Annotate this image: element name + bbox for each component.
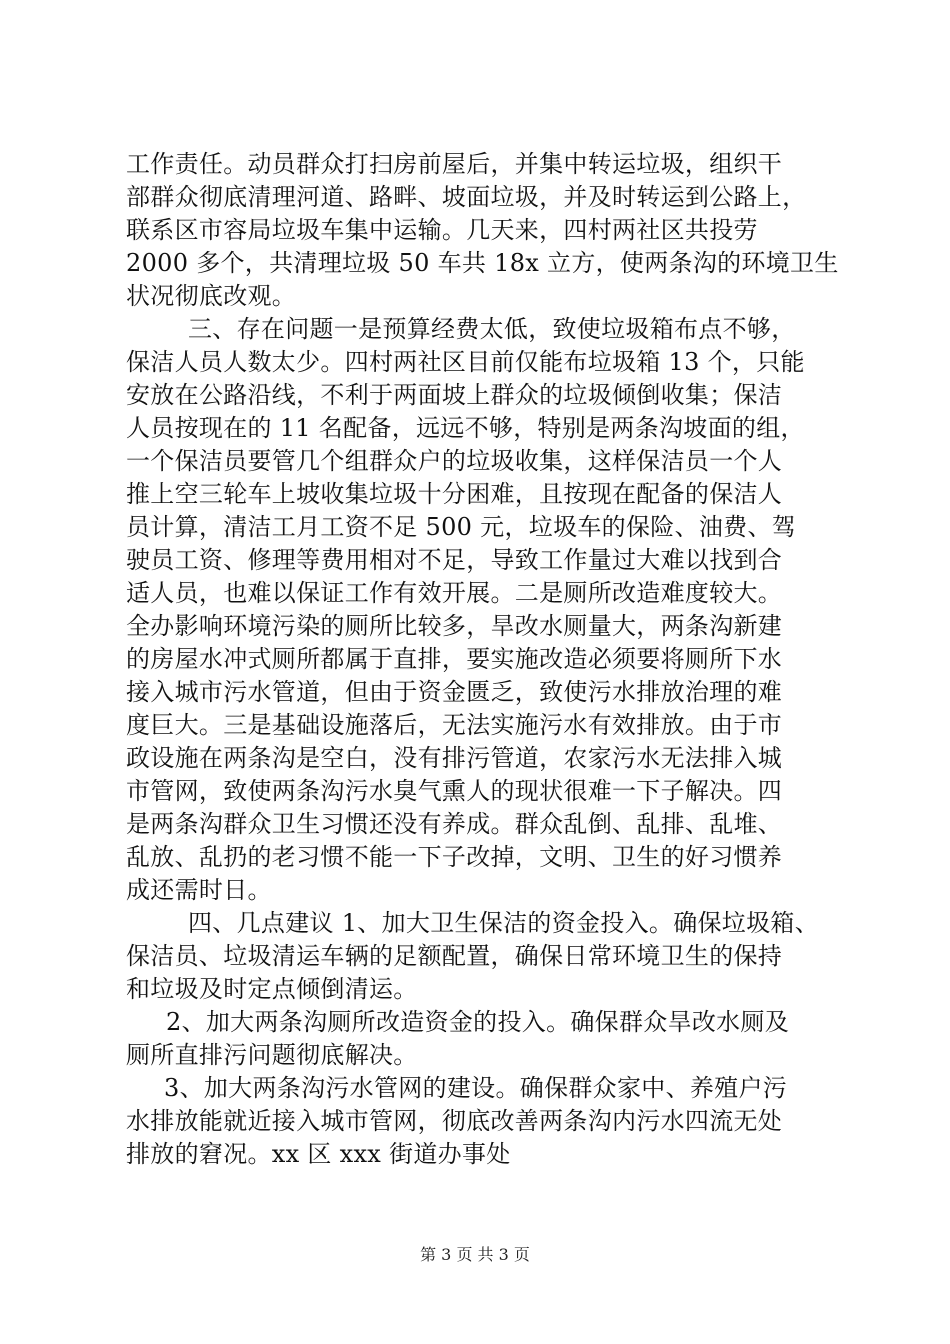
text-line: 成还需时日。: [126, 876, 272, 904]
text-line: 保洁员、垃圾清运车辆的足额配置，确保日常环境卫生的保持: [126, 942, 783, 970]
text-line: 工作责任。动员群众打扫房前屋后，并集中转运垃圾，组织干: [126, 150, 783, 178]
text-line: 驶员工资、修理等费用相对不足，导致工作量过大难以找到合: [126, 546, 783, 574]
suggestion-three-line: 3、加大两条沟污水管网的建设。确保群众家中、养殖户污: [164, 1074, 788, 1102]
text-line: 一个保洁员要管几个组群众户的垃圾收集，这样保洁员一个人: [126, 447, 783, 475]
page-footer: [0, 1245, 950, 1265]
text-line: 安放在公路沿线，不利于两面坡上群众的垃圾倾倒收集；保洁: [126, 381, 783, 409]
document-body: [126, 148, 839, 1171]
text-line: 联系区市容局垃圾车集中运输。几天来，四村两社区共投劳: [126, 216, 758, 244]
text-line: 和垃圾及时定点倾倒清运。: [126, 975, 418, 1003]
suggestion-two-line: 2、加大两条沟厕所改造资金的投入。确保群众旱改水厕及: [166, 1008, 790, 1036]
text-line: 市管网，致使两条沟污水臭气熏人的现状很难一下子解决。四: [126, 777, 783, 805]
text-line: 水排放能就近接入城市管网，彻底改善两条沟内污水四流无处: [126, 1107, 783, 1135]
text-line: 状况彻底改观。: [126, 282, 297, 310]
text-line: 全办影响环境污染的厕所比较多，旱改水厕量大，两条沟新建: [126, 612, 783, 640]
section-four-heading-line: 四、几点建议 1、加大卫生保洁的资金投入。确保垃圾箱、: [188, 909, 819, 937]
page-number: 第 3 页 共 3 页: [420, 1245, 530, 1264]
text-line: 接入城市污水管道，但由于资金匮乏，致使污水排放治理的难: [126, 678, 783, 706]
text-line: 是两条沟群众卫生习惯还没有养成。群众乱倒、乱排、乱堆、: [126, 810, 783, 838]
text-line: 推上空三轮车上坡收集垃圾十分困难，且按现在配备的保洁人: [126, 480, 783, 508]
text-line: 部群众彻底清理河道、路畔、坡面垃圾，并及时转运到公路上，: [126, 183, 807, 211]
text-line: 2000 多个，共清理垃圾 50 车共 18x 立方，使两条沟的环境卫生: [126, 249, 839, 277]
text-line: 厕所直排污问题彻底解决。: [126, 1041, 418, 1069]
text-line: 人员按现在的 11 名配备，远远不够，特别是两条沟坡面的组，: [126, 414, 805, 442]
text-line: 度巨大。三是基础设施落后，无法实施污水有效排放。由于市: [126, 711, 783, 739]
text-line: 的房屋水冲式厕所都属于直排，要实施改造必须要将厕所下水: [126, 645, 783, 673]
text-line: 员计算，清洁工月工资不足 500 元，垃圾车的保险、油费、驾: [126, 513, 797, 541]
text-line: 适人员，也难以保证工作有效开展。二是厕所改造难度较大。: [126, 579, 783, 607]
text-line: 排放的窘况。xx 区 xxx 街道办事处: [126, 1140, 511, 1168]
text-line: 保洁人员人数太少。四村两社区目前仅能布垃圾箱 13 个，只能: [126, 348, 805, 376]
text-line: 政设施在两条沟是空白，没有排污管道，农家污水无法排入城: [126, 744, 783, 772]
text-line: 乱放、乱扔的老习惯不能一下子改掉，文明、卫生的好习惯养: [126, 843, 783, 871]
section-three-heading-line: 三、存在问题一是预算经费太低，致使垃圾箱布点不够，: [188, 315, 796, 343]
